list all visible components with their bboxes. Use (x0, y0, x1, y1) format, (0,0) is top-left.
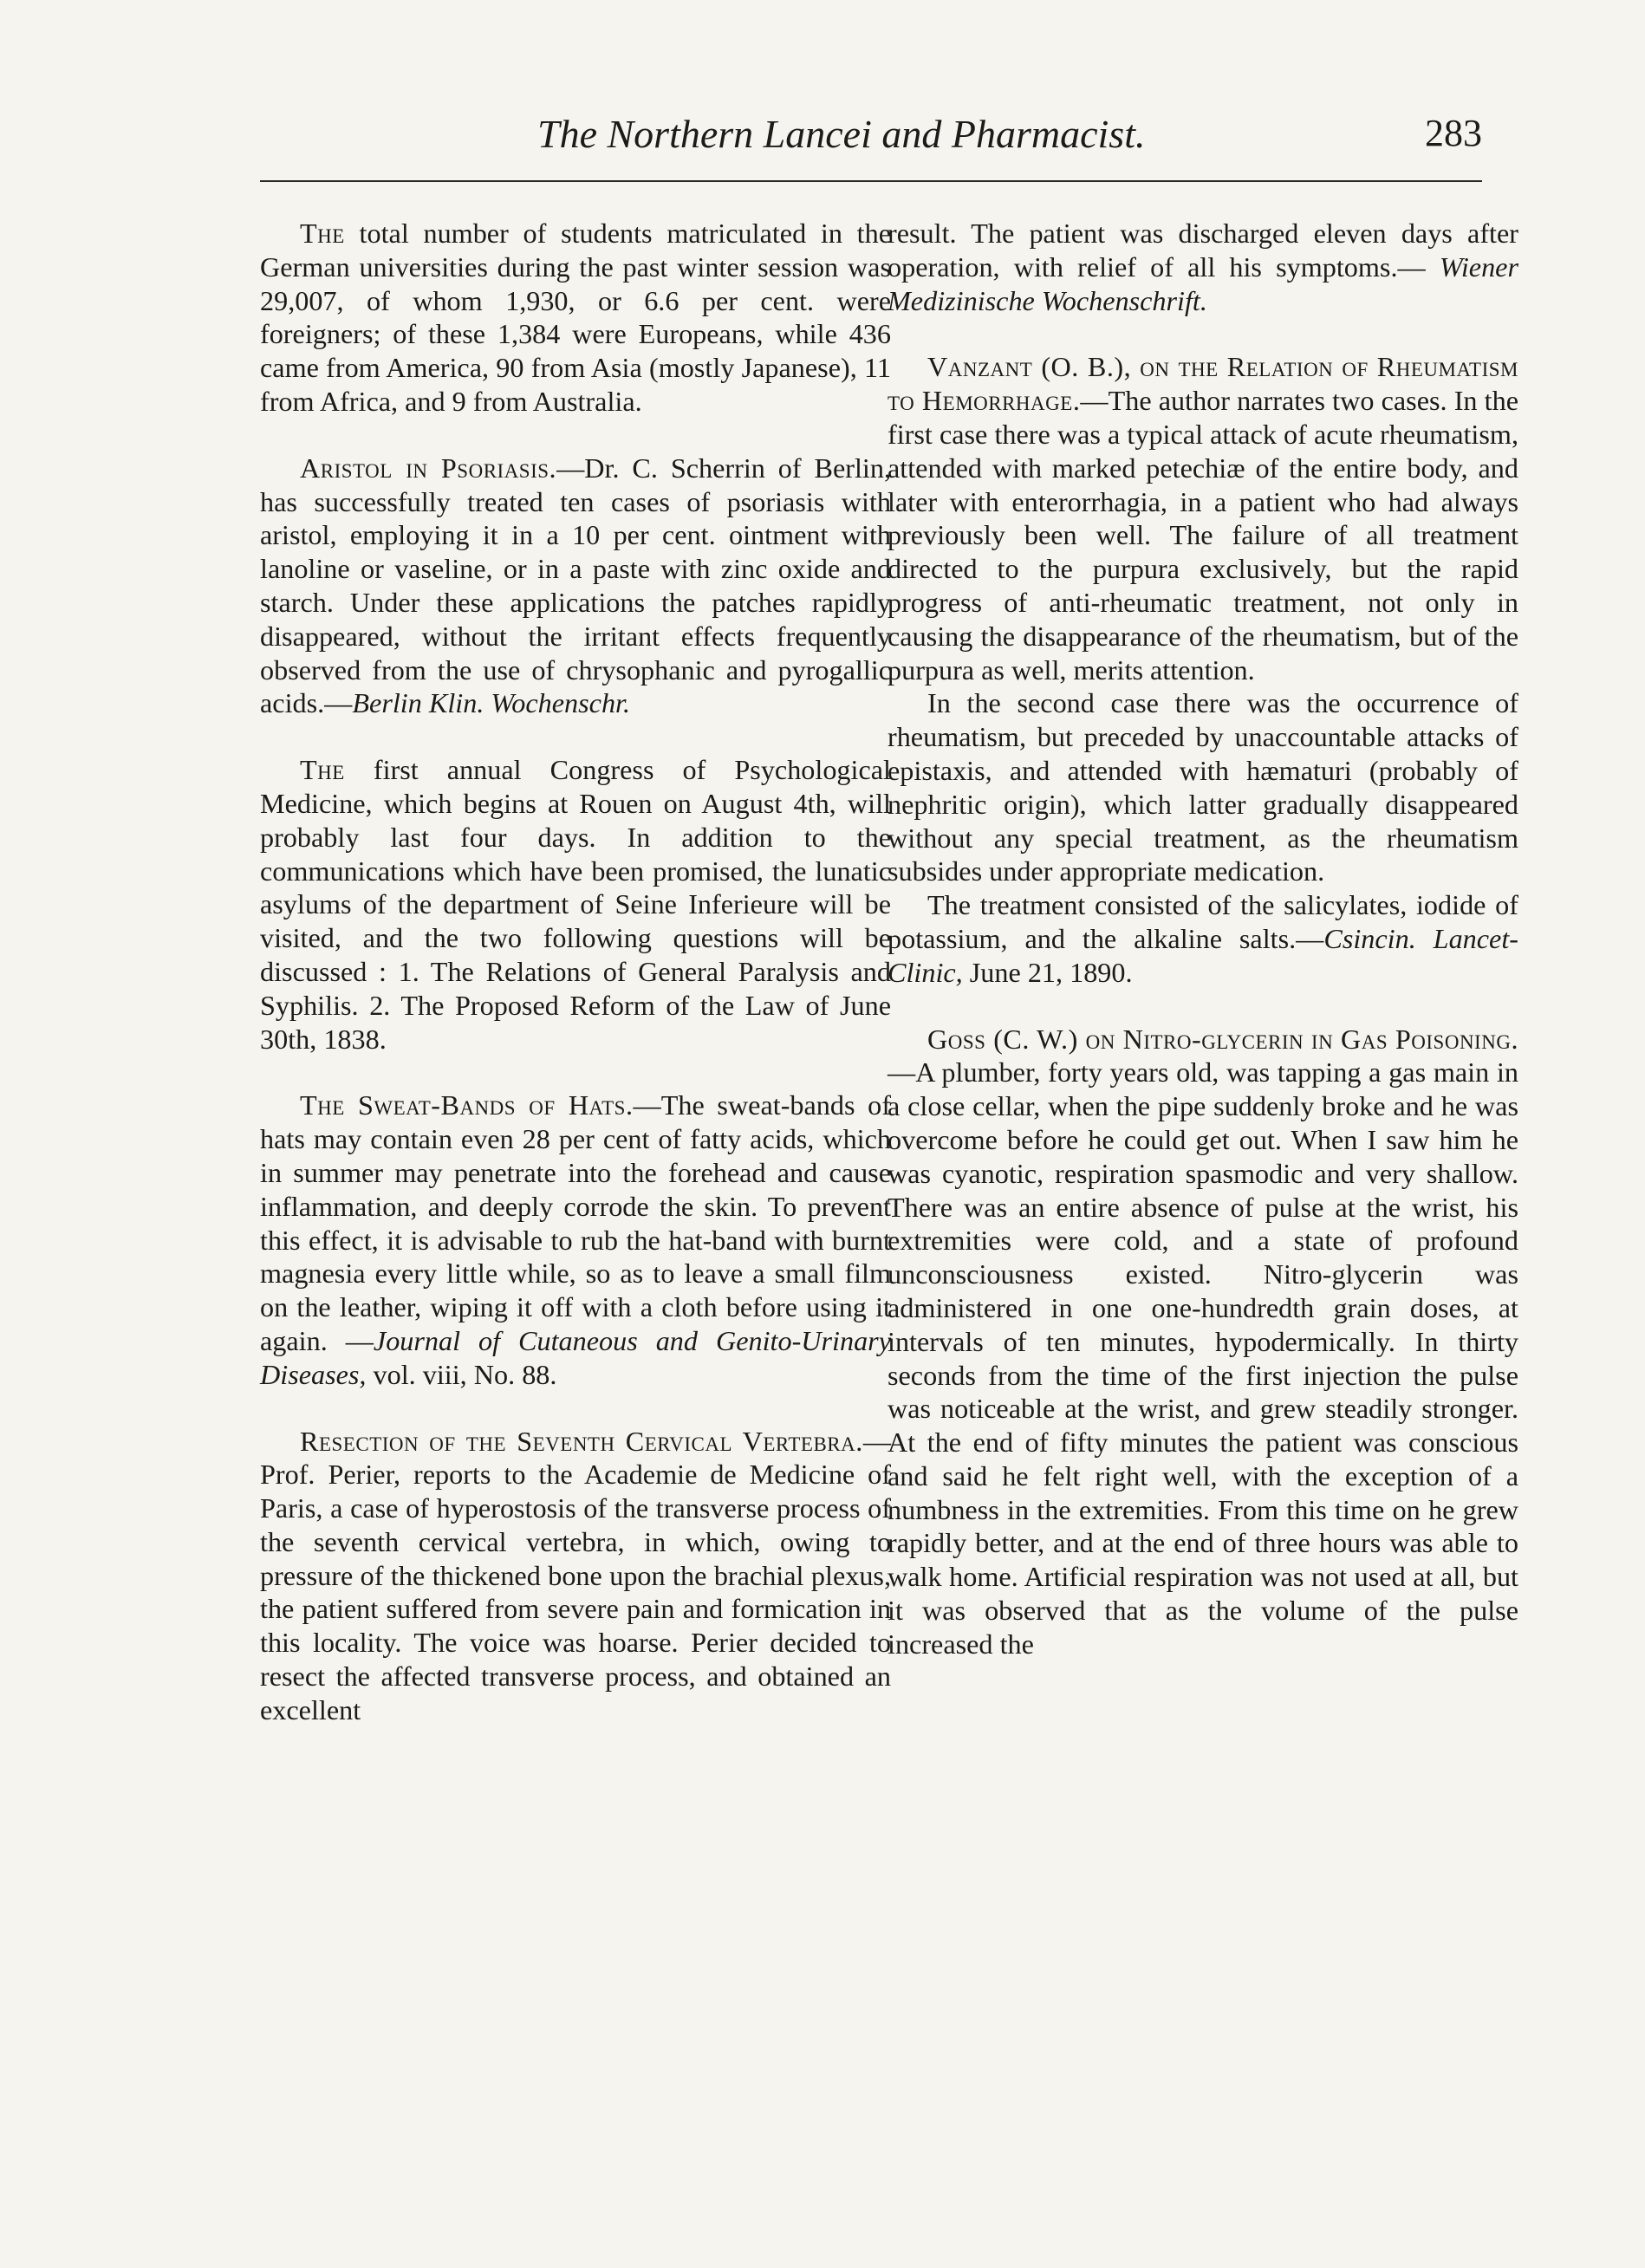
page-number: 283 (1425, 112, 1482, 154)
paragraph-text: —Dr. C. Scherrin of Berlin, has successfully treated ten cases of psoriasis with aristol, employing it in a 10 per cent. ointment with lanoline or vaseline, or in a paste with zinc oxide and starch. Under these applications the patches rapidly disappeared, without the irritant effects frequently observed from the use of chrysophanic and pyrogallic acids.— (260, 452, 891, 719)
running-header (260, 111, 1482, 163)
paragraph-text: —The sweat-bands of hats may contain even 28 per cent of fatty acids, which in summer may penetrate into the forehead and cause inflammation, and deeply corrode the skin. To prevent this effect, it is advisable to rub the hat-band with burnt magnesia every little while, so as to leave a small film on the leather, wiping it off with a cloth before using it again. — (260, 1089, 891, 1356)
paragraph-aristol-psoriasis (260, 452, 891, 720)
paragraph-second-case (888, 686, 1518, 888)
source-citation: Csincin. Lancet-Clinic, (888, 922, 1518, 988)
paragraph-text: result. The patient was discharged eleven days after operation, with relief of all his symptoms.— (888, 218, 1518, 283)
citation-tail: June 21, 1890. (962, 956, 1133, 988)
paragraph-sweat-bands (260, 1089, 891, 1391)
source-citation: Journal of Cutaneous and Genito-Urinary Diseases, (260, 1324, 891, 1390)
paragraph-rheumatism-hemorrhage (888, 350, 1518, 686)
section-heading: The Sweat-Bands of Hats. (300, 1089, 634, 1121)
paragraph-lead: The (300, 218, 345, 249)
running-title: The Northern Lancei and Pharmacist. (537, 112, 1146, 156)
paragraph-resection-continued (888, 217, 1518, 317)
section-heading: Vanzant (O. B.), on the Relation of Rheumatism to Hemorrhage. (888, 351, 1518, 417)
paragraph-psychological-congress (260, 753, 891, 1056)
paragraph-cervical-resection (260, 1425, 891, 1727)
paragraph-text: total number of students matriculated in the German universities during the past winter session was 29,007, of whom 1,930, or 6.6 per cent. were foreigners; of these 1,384 were Europeans, while 436 came from America, 90 from Asia (mostly Japanese), 11 from Africa, and 9 from Australia. (260, 218, 891, 417)
header-rule (260, 180, 1482, 182)
paragraph-lead: The (300, 754, 345, 786)
left-column (260, 217, 891, 1727)
paragraph-text: —A plumber, forty years old, was tapping a gas main in a close cellar, when the pipe suddenly broke and he was overcome before he could get out. When I saw him he was cyanotic, respiration spasmodic and very shallow. There was an entire absence of pulse at the wrist, his extremities were cold, and a state of profound unconsciousness existed. Nitro-glycerin was administered in one one-hundredth grain doses, at intervals of ten minutes, hypodermically. In thirty seconds from the time of the first injection the pulse was noticeable at the wrist, and grew steadily stronger. At the end of fifty minutes the patient was conscious and said he felt right well, with the exception of a numbness in the extremities. From this time on he grew rapidly better, and at the end of three hours was able to walk home. Artificial respiration was not used at all, but it was observed that as the volume of the pulse increased the (888, 1056, 1518, 1660)
section-heading: Goss (C. W.) on Nitro-glycerin in Gas Poisoning. (927, 1023, 1518, 1055)
paragraph-text: —The author narrates two cases. In the first case there was a typical attack of acute rheumatism, attended with marked petechiæ of the entire body, and later with enterorrhagia, in a patient who had always previously been well. The failure of all treatment directed to the purpura exclusively, but the rapid progress of anti-rheumatic treatment, not only in causing the disappearance of the rheumatism, but of the purpura as well, merits attention. (888, 385, 1518, 686)
source-citation: Wiener Medizinische Wochenschrift. (888, 250, 1518, 316)
paragraph-text: In the second case there was the occurrence of rheumatism, but preceded by unaccountable attacks of epistaxis, and attended with hæmaturi (probably of nephritic origin), which latter gradually disappeared without any special treatment, as the rheumatism subsides under appropriate medication. (888, 687, 1518, 887)
citation-tail: vol. viii, No. 88. (366, 1358, 557, 1390)
paragraph-nitro-glycerin (888, 1023, 1518, 1661)
paragraph-treatment (888, 888, 1518, 989)
paragraph-student-matriculation (260, 217, 891, 419)
paragraph-text: first annual Congress of Psychological Medicine, which begins at Rouen on August 4th, will probably last four days. In addition to the communications which have been promised, the lunatic asylums of the department of Seine Inferieure will be visited, and the two following questions will be discussed : 1. The Relations of General Paralysis and Syphilis. 2. The Proposed Reform of the Law of June 30th, 1838. (260, 754, 891, 1055)
section-heading: Resection of the Seventh Cervical Vertebra. (300, 1425, 863, 1457)
right-column (888, 217, 1518, 1661)
paragraph-text: —Prof. Perier, reports to the Academie de Medicine of Paris, a case of hyperostosis of the transverse process of the seventh cervical vertebra, in which, owing to pressure of the thickened bone upon the brachial plexus, the patient suffered from severe pain and formication in this locality. The voice was hoarse. Perier decided to resect the affected transverse process, and obtained an excellent (260, 1425, 891, 1725)
source-citation: Berlin Klin. Wochenschr. (352, 687, 631, 719)
section-heading: Aristol in Psoriasis. (300, 452, 557, 484)
paragraph-text: The treatment consisted of the salicylates, iodide of potassium, and the alkaline salts.— (888, 889, 1518, 954)
